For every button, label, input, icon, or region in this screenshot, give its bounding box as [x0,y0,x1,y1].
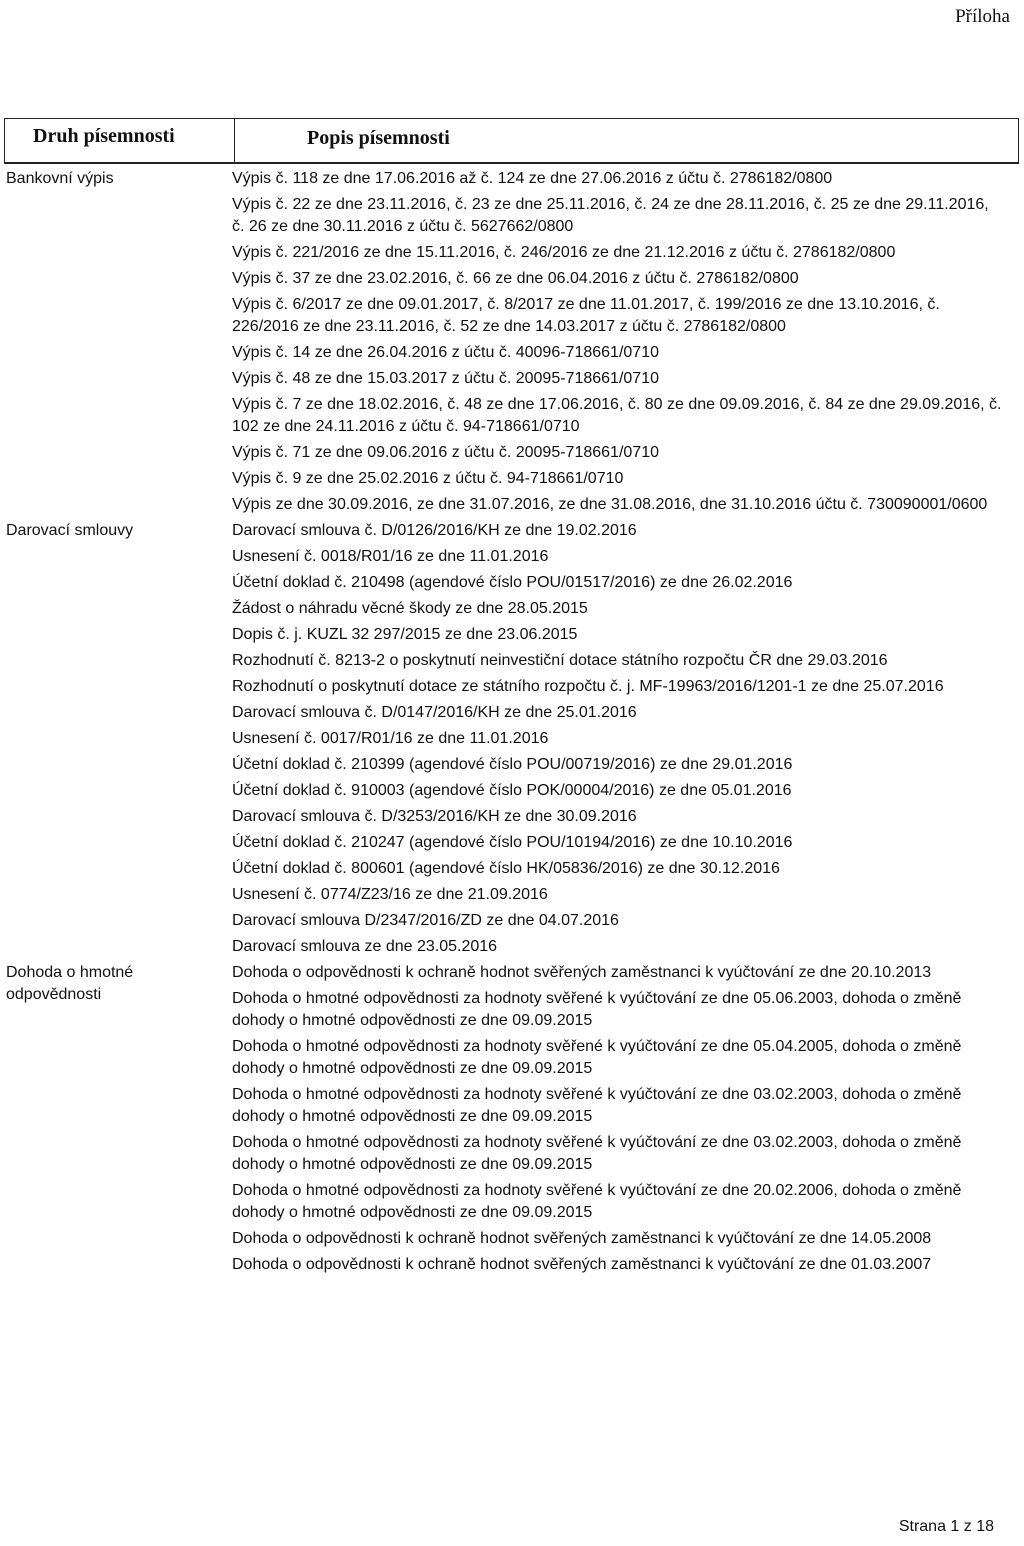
list-item: Rozhodnutí o poskytnutí dotace ze státního rozpočtu č. j. MF-19963/2016/1201-1 ze dne 25.07.2016 [232,678,944,695]
entry-list [232,520,1002,958]
list-item: Darovací smlouva D/2347/2016/ZD ze dne 04.07.2016 [232,912,619,929]
list-item: Výpis č. 37 ze dne 23.02.2016, č. 66 ze dne 06.04.2016 z účtu č. 2786182/0800 [232,270,799,287]
list-item: Účetní doklad č. 210399 (agendové číslo POU/00719/2016) ze dne 29.01.2016 [232,756,793,773]
list-item: Výpis č. 71 ze dne 09.06.2016 z účtu č. 20095-718661/0710 [232,444,659,461]
list-item: Usnesení č. 0018/R01/16 ze dne 11.01.2016 [232,548,549,565]
group-donation-contracts [0,520,1024,958]
list-item: Darovací smlouva č. D/0147/2016/KH ze dne 25.01.2016 [232,704,637,721]
list-item: Výpis č. 14 ze dne 26.04.2016 z účtu č. 40096-718661/0710 [232,344,659,361]
list-item: Dohoda o hmotné odpovědnosti za hodnoty svěřené k vyúčtování ze dne 03.02.2003, dohoda o změně dohody o hmotné odpovědnosti ze dne 09.09.2015 [232,1134,962,1173]
list-item: Výpis č. 118 ze dne 17.06.2016 až č. 124 ze dne 27.06.2016 z účtu č. 2786182/0800 [232,170,833,187]
group-label: Dohoda o hmotné odpovědnosti [6,964,134,1003]
list-item: Výpis č. 9 ze dne 25.02.2016 z účtu č. 94-718661/0710 [232,470,624,487]
list-item: Účetní doklad č. 800601 (agendové číslo HK/05836/2016) ze dne 30.12.2016 [232,860,780,877]
list-item: Dohoda o odpovědnosti k ochraně hodnot svěřených zaměstnanci k vyúčtování ze dne 20.10.2013 [232,964,932,981]
list-item: Darovací smlouva č. D/0126/2016/KH ze dne 19.02.2016 [232,522,637,539]
list-item: Dohoda o hmotné odpovědnosti za hodnoty svěřené k vyúčtování ze dne 05.04.2005, dohoda o změně dohody o hmotné odpovědnosti ze dne 09.09.2015 [232,1038,962,1077]
list-item: Dopis č. j. KUZL 32 297/2015 ze dne 23.06.2015 [232,626,578,643]
list-item: Výpis č. 6/2017 ze dne 09.01.2017, č. 8/2017 ze dne 11.01.2017, č. 199/2016 ze dne 13.10.2016, č. 226/2016 ze dne 23.11.2016, č. 52 ze dne 14.03.2017 z účtu č. 2786182/0800 [232,296,940,335]
list-item: Žádost o náhradu věcné škody ze dne 28.05.2015 [232,600,588,617]
list-item: Účetní doklad č. 910003 (agendové číslo POK/00004/2016) ze dne 05.01.2016 [232,782,792,799]
group-label: Bankovní výpis [6,170,114,187]
list-item: Dohoda o odpovědnosti k ochraně hodnot svěřených zaměstnanci k vyúčtování ze dne 01.03.2007 [232,1256,932,1273]
list-item: Dohoda o hmotné odpovědnosti za hodnoty svěřené k vyúčtování ze dne 05.06.2003, dohoda o změně dohody o hmotné odpovědnosti ze dne 09.09.2015 [232,990,962,1029]
list-item: Dohoda o odpovědnosti k ochraně hodnot svěřených zaměstnanci k vyúčtování ze dne 14.05.2008 [232,1230,932,1247]
list-item: Dohoda o hmotné odpovědnosti za hodnoty svěřené k vyúčtování ze dne 20.02.2006, dohoda o změně dohody o hmotné odpovědnosti ze dne 09.09.2015 [232,1182,962,1221]
group-liability-agreements [0,962,1024,1276]
list-item: Výpis č. 22 ze dne 23.11.2016, č. 23 ze dne 25.11.2016, č. 24 ze dne 28.11.2016, č. 25 ze dne 29.11.2016, č. 26 ze dne 30.11.2016 z účtu č. 5627662/0800 [232,196,989,235]
list-item: Usnesení č. 0774/Z23/16 ze dne 21.09.2016 [232,886,548,903]
list-item: Výpis č. 221/2016 ze dne 15.11.2016, č. 246/2016 ze dne 21.12.2016 z účtu č. 2786182/0800 [232,244,896,261]
list-item: Usnesení č. 0017/R01/16 ze dne 11.01.2016 [232,730,549,747]
column-header-kind: Druh písemnosti [33,125,175,147]
list-item: Účetní doklad č. 210498 (agendové číslo POU/01517/2016) ze dne 26.02.2016 [232,574,793,591]
page-number: Strana 1 z 18 [898,1518,994,1535]
list-item: Darovací smlouva ze dne 23.05.2016 [232,938,498,955]
table-body [0,168,1024,1280]
table-header [4,118,1019,164]
attachment-label: Příloha [955,6,1010,27]
header-divider [234,119,235,162]
entry-list [232,962,1002,1276]
list-item: Výpis č. 48 ze dne 15.03.2017 z účtu č. 20095-718661/0710 [232,370,659,387]
list-item: Rozhodnutí č. 8213-2 o poskytnutí neinvestiční dotace státního rozpočtu ČR dne 29.03.2016 [232,652,888,669]
entry-list [232,168,1002,516]
list-item: Účetní doklad č. 210247 (agendové číslo POU/10194/2016) ze dne 10.10.2016 [232,834,793,851]
list-item: Dohoda o hmotné odpovědnosti za hodnoty svěřené k vyúčtování ze dne 03.02.2003, dohoda o změně dohody o hmotné odpovědnosti ze dne 09.09.2015 [232,1086,962,1125]
list-item: Výpis ze dne 30.09.2016, ze dne 31.07.2016, ze dne 31.08.2016, dne 31.10.2016 účtu č. 730090001/0600 [232,496,988,513]
column-header-description: Popis písemnosti [307,127,450,149]
list-item: Darovací smlouva č. D/3253/2016/KH ze dne 30.09.2016 [232,808,637,825]
group-label: Darovací smlouvy [6,522,134,539]
list-item: Výpis č. 7 ze dne 18.02.2016, č. 48 ze dne 17.06.2016, č. 80 ze dne 09.09.2016, č. 84 ze dne 29.09.2016, č. 102 ze dne 24.11.2016 z účtu č. 94-718661/0710 [232,396,1002,435]
group-bank-statements [0,168,1024,516]
